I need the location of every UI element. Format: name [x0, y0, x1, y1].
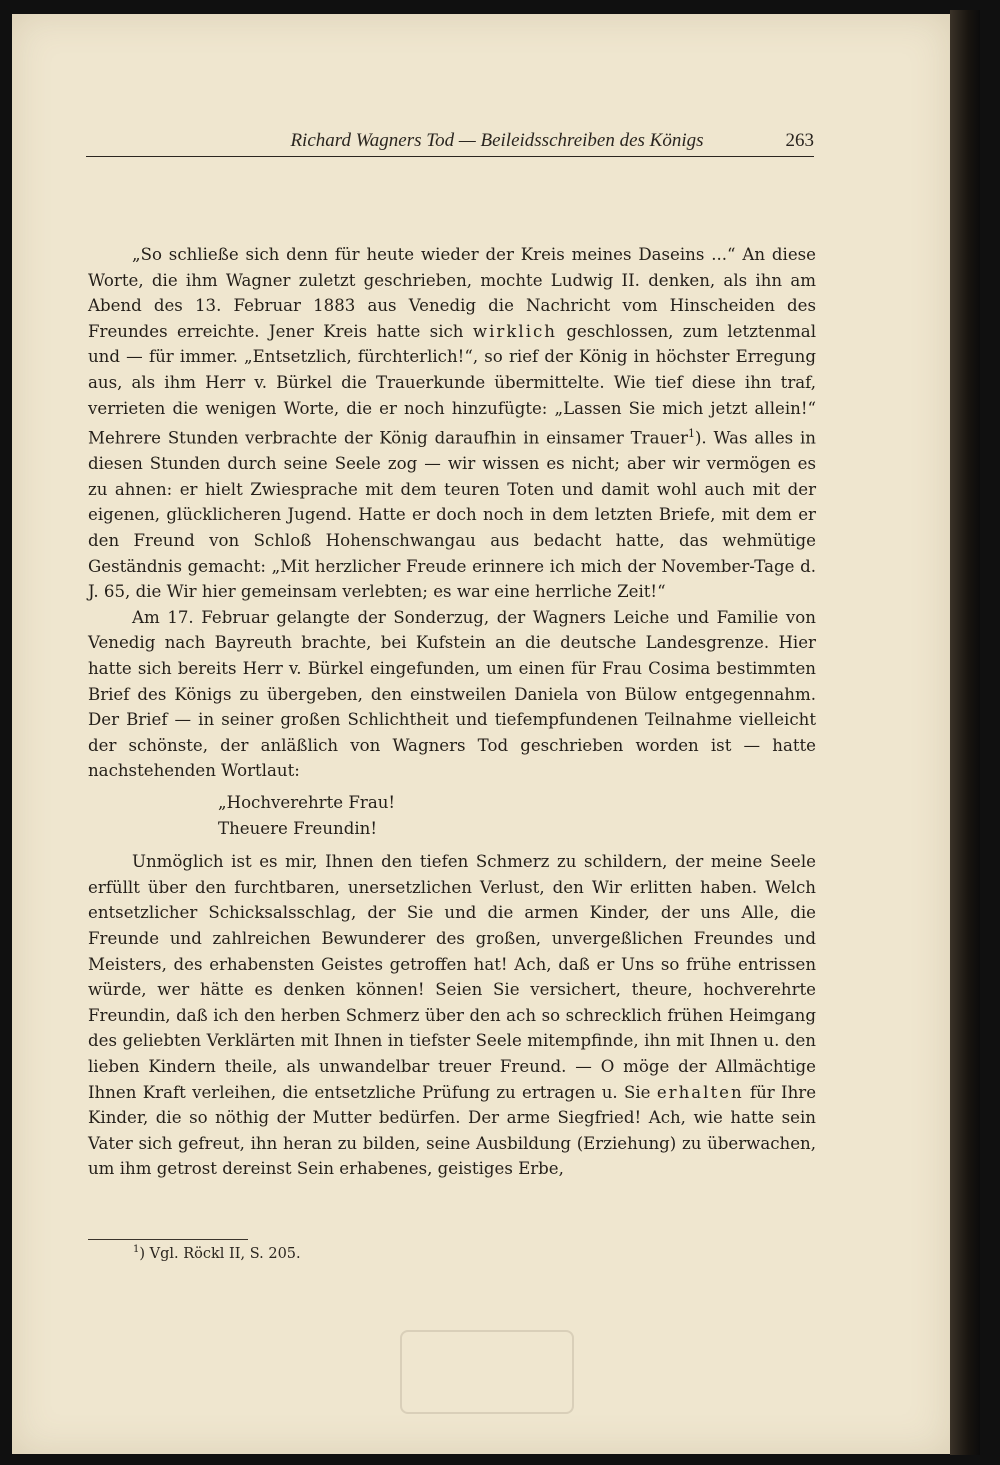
paragraph-3-text: Unmöglich ist es mir, Ihnen den tiefen Schmerz zu schildern, der meine Seele erfüllt über den furchtbaren, unersetzlichen Verlust, den Wir erlitten haben. Welch entsetzlicher Schicksalsschlag, der Sie und die armen Kinder, der uns Alle, die Freunde und zahlreichen Bewunderer des großen, unvergeßlichen Freundes und Meisters, des erhabensten Geistes getroffen hat! Ach, daß er Uns so frühe entrissen würde, wer hätte es denken können! Seien Sie versichert, theure, hochverehrte Freundin, daß ich den herben Schmerz über den ach so schrecklich frühen Heimgang des geliebten Verklärten mit Ihnen in tiefster Seele mitempfinde, ihn mit Ihnen u. den lieben Kindern theile, als unwandelbar treuer Freund. — O möge der Allmächtige Ihnen Kraft verleihen, die entsetzliche Prüfung zu ertragen u. Sie [88, 852, 816, 1102]
paragraph-1-text-c: ). Was alles in diesen Stunden durch seine Seele zog — wir wissen es nicht; aber wir vermögen es zu ahnen: er hielt Zwiesprache mit dem teuren Toten und damit wohl auch mit der eigenen, glücklicheren Jugend. Hatte er doch noch in dem letzten Briefe, mit dem er den Freund von Schloß Hohenschwangau aus bedacht hatte, das wehmütige Geständnis gemacht: „Mit herzlicher Freude erinnere ich mich der November-Tage d. J. 65, die Wir hier gemeinsam verlebten; es war eine herrliche Zeit!“ [88, 428, 816, 602]
paragraph-3 [88, 849, 816, 1182]
page-body [88, 242, 816, 1182]
paragraph-1-text: „So schließe sich denn für heute wieder der Kreis meines Daseins ...“ An diese Worte, die ihm Wagner zuletzt geschrieben, mochte Ludwig II. denken, als ihn am Abend des 13. Februar 1883 aus Venedig die Nachricht vom Hinscheiden des Freundes erreichte. Jener Kreis hatte sich [88, 245, 816, 341]
footnote [133, 1244, 301, 1262]
spaced-emphasis-2: erhalten [656, 1082, 744, 1102]
salutation-line-2: Theuere Freundin! [218, 818, 378, 838]
page-number: 263 [785, 130, 814, 151]
page-header [86, 130, 814, 157]
footnote-marker: 1 [133, 1244, 140, 1255]
running-head: Richard Wagners Tod — Beileidsschreiben des Königs [290, 130, 704, 151]
page-edge [950, 10, 980, 1455]
paragraph-3-text-b: für Ihre Kinder, die so nöthig der Mutter bedürfen. Der arme Siegfried! Ach, wie hatte sein Vater sich gefreut, ihn heran zu bilden, seine Ausbildung (Erziehung) zu überwachen, um ihm getrost dereinst Sein erhabenes, geistiges Erbe, [88, 1082, 817, 1179]
paragraph-1 [88, 242, 816, 605]
spaced-emphasis: wirklich [472, 321, 557, 341]
footnote-text: ) Vgl. Röckl II, S. 205. [139, 1245, 301, 1262]
faint-library-stamp [400, 1330, 574, 1414]
footnote-rule [88, 1239, 248, 1240]
paragraph-1-text-b: geschlossen, zum letztenmal und — für immer. „Entsetzlich, fürchterlich!“, so rief der König in höchster Erregung aus, als ihm Herr v. Bürkel die Trauerkunde übermittelte. Wie tief diese ihn traf, verrieten die wenigen Worte, die er noch hinzufügte: „Lassen Sie mich jetzt allein!“ Mehrere Stunden verbrachte der König daraufhin in einsamer Trauer [88, 321, 817, 448]
footnote-ref: 1 [687, 427, 695, 441]
salutation-line-1: „Hochverehrte Frau! [218, 793, 396, 812]
paragraph-2: Am 17. Februar gelangte der Sonderzug, der Wagners Leiche und Familie von Venedig nach Bayreuth brachte, bei Kufstein an die deutsche Landesgrenze. Hier hatte sich bereits Herr v. Bürkel eingefunden, um einen für Frau Cosima bestimmten Brief des Königs zu übergeben, den einstweilen Daniela von Bülow entgegennahm. Der Brief — in seiner großen Schlichtheit und tiefempfundenen Teilnahme vielleicht der schönste, der anläßlich von Wagners Tod geschrieben worden ist — hatte nachstehenden Wortlaut: [88, 607, 816, 781]
